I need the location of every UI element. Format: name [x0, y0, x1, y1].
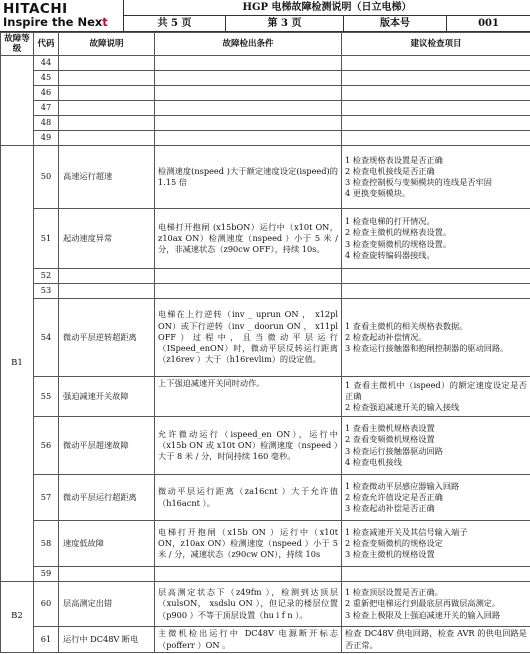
- fault-table: [0, 32, 530, 653]
- empty-cell: [59, 284, 155, 299]
- empty-cell: [155, 284, 342, 299]
- table-row: [1, 56, 530, 71]
- fault-condition: 上下强迫减速开关同时动作。: [155, 377, 342, 417]
- empty-cell: [342, 86, 530, 101]
- empty-cell: [155, 86, 342, 101]
- fault-level-b2: B2: [1, 582, 34, 653]
- advice-line: 2 检查起动补偿情况。: [345, 331, 427, 342]
- empty-cell: [155, 71, 342, 86]
- fault-advice: [342, 582, 530, 627]
- advice-line: 检查 DC48V 供电回路，检查 AVR 的供电回路是否正常。: [345, 628, 527, 650]
- logo-tagline: Inspire the Next: [3, 15, 108, 29]
- fault-code: 49: [34, 131, 59, 146]
- fault-condition: 允许微动运行（ispeed_en ON），运行中（x15b ON 或 x10t ON）检测速度（nspeed ）大于 8 米 / 分，时间持续 160 毫秒。: [155, 417, 342, 475]
- table-row: [1, 269, 530, 284]
- advice-line: 2 检查允许值设定是否正确: [345, 491, 443, 502]
- fault-condition: 电梯在上行逆转（inv _ uprun ON ， x12pl ON）或下行逆转（inv _ doorun ON ， x11pl OFF）过程中，且当微动平层运行（ISpeed_enON）时，微动平层反转运行距离（z16rev ）大于（h16revlim）的设定值。: [155, 299, 342, 377]
- fault-name: 运行中 DC48V 断电: [59, 627, 155, 653]
- table-row: [1, 146, 530, 209]
- table-row: [1, 131, 530, 146]
- fault-advice: [342, 417, 530, 475]
- empty-cell: [59, 269, 155, 284]
- fault-condition: 电梯打开抱闸 (x15bON）运行中（x10t ON，z10ax ON）检测速度（nspeed ）小于 5 米 / 分，非减速状态（z90cw OFF），持续 10s。: [155, 209, 342, 269]
- fault-name: 微动平层运行超距离: [59, 475, 155, 521]
- empty-cell: [342, 269, 530, 284]
- table-row: [1, 86, 530, 101]
- level-cell-empty: [1, 56, 34, 146]
- advice-line: 3 检查上极限及上强迫减速开关的输入回路: [345, 609, 501, 620]
- fault-code: 60: [34, 582, 59, 627]
- empty-cell: [155, 269, 342, 284]
- fault-condition: 微动平层运行距离（za16cnt ）大于允许值（h16acnt ）。: [155, 475, 342, 521]
- advice-line: 2 检查变频微机的规格设定: [345, 537, 443, 548]
- advice-line: 1 检查规格表设置是否正确: [345, 154, 443, 165]
- fault-condition: 检测速度(nspeed )大于额定速度设定(ispeed)的 1.15 倍: [155, 146, 342, 209]
- advice-line: 3 检查变频微机的规格设置。: [345, 238, 452, 249]
- fault-code: 55: [34, 377, 59, 417]
- advice-line: 3 检查运行接触器驱动回路: [345, 445, 443, 456]
- table-row: [1, 627, 530, 653]
- fault-name: 起动速度异常: [59, 209, 155, 269]
- column-header-level: 故障等级: [1, 33, 34, 56]
- version-label: 版本号: [343, 16, 446, 32]
- table-row: [1, 521, 530, 567]
- table-row: [1, 299, 530, 377]
- fault-code: 44: [34, 56, 59, 71]
- fault-code: 58: [34, 521, 59, 567]
- empty-cell: [155, 101, 342, 116]
- table-row: [1, 377, 530, 417]
- empty-cell: [59, 567, 155, 582]
- advice-line: 1 查看主微机规格表设置: [345, 423, 435, 434]
- fault-code: 52: [34, 269, 59, 284]
- total-pages: 共 5 页: [123, 16, 225, 32]
- fault-code: 54: [34, 299, 59, 377]
- table-row: [1, 209, 530, 269]
- empty-cell: [155, 567, 342, 582]
- advice-line: 3 检查主微机的规格设置: [345, 549, 435, 560]
- advice-line: 1 查看主微机的相关规格表数据。: [345, 320, 468, 331]
- advice-line: 2 查看变频微机规格设置: [345, 434, 435, 445]
- fault-advice: [342, 475, 530, 521]
- empty-cell: [155, 131, 342, 146]
- empty-cell: [342, 131, 530, 146]
- empty-cell: [59, 116, 155, 131]
- fault-name: 高速运行超速: [59, 146, 155, 209]
- version-value: 001: [446, 16, 530, 32]
- fault-code: 50: [34, 146, 59, 209]
- fault-advice: [342, 146, 530, 209]
- empty-cell: [342, 56, 530, 71]
- fault-name: 微动平层逆转超距离: [59, 299, 155, 377]
- table-row: [1, 101, 530, 116]
- advice-line: 3 检查控制板与变频模块的连线是否牢固: [345, 177, 492, 187]
- fault-condition: 电梯打开抱闸（x15b ON ）运行中（x10t ON，z10ax ON）检测速度（nspeed ）小于 5 米 / 分，减速状态（z90cw ON），持续 10s: [155, 521, 342, 567]
- logo-name: HITACHI: [3, 1, 68, 17]
- table-row: [1, 567, 530, 582]
- table-header-row: [1, 33, 530, 56]
- empty-cell: [342, 284, 530, 299]
- fault-level-b1: B1: [1, 146, 34, 582]
- advice-line: 2 检查强迫减速开关的输入接线: [345, 402, 460, 413]
- fault-name: 微动平层超速故障: [59, 417, 155, 475]
- empty-cell: [342, 71, 530, 86]
- fault-code: 48: [34, 116, 59, 131]
- empty-cell: [59, 86, 155, 101]
- advice-line: 1 检查电梯的打开情况。: [345, 216, 435, 227]
- table-row: [1, 116, 530, 131]
- advice-line: 4 更换变频模块。: [345, 188, 411, 199]
- table-row: [1, 284, 530, 299]
- column-header-condition: 故障检出条件: [155, 33, 342, 56]
- empty-cell: [59, 56, 155, 71]
- fault-code: 61: [34, 627, 59, 653]
- empty-cell: [155, 56, 342, 71]
- fault-advice: [342, 521, 530, 567]
- table-row: [1, 417, 530, 475]
- empty-cell: [155, 116, 342, 131]
- advice-line: 2 检查电机接线是否正确: [345, 165, 435, 176]
- empty-cell: [342, 116, 530, 131]
- fault-code: 59: [34, 567, 59, 582]
- fault-name: 层高测定出错: [59, 582, 155, 627]
- fault-code: 51: [34, 209, 59, 269]
- empty-cell: [59, 101, 155, 116]
- advice-line: 3 检查运行接触器和抱闸控制器的驱动回路。: [345, 343, 509, 354]
- fault-condition: 主微机检出运行中 DC48V 电源断开标志（pofferr ）ON 。: [155, 627, 342, 653]
- fault-advice: [342, 299, 530, 377]
- empty-cell: [59, 71, 155, 86]
- advice-line: 4 检查旋转编码器接线。: [345, 249, 435, 260]
- column-header-advice: 建议检查项目: [342, 33, 530, 56]
- empty-cell: [342, 101, 530, 116]
- column-header-code: 代码: [34, 33, 59, 56]
- hitachi-logo: [3, 2, 123, 30]
- document-header: [0, 0, 530, 32]
- table-row: [1, 475, 530, 521]
- fault-code: 57: [34, 475, 59, 521]
- advice-line: 1 检查减速开关及其信号输入端子: [345, 526, 468, 537]
- empty-cell: [59, 131, 155, 146]
- advice-line: 4 检查电机接线: [345, 456, 402, 467]
- advice-line: 3 检查起动补偿是否正确: [345, 503, 435, 514]
- fault-name: 速度低故障: [59, 521, 155, 567]
- advice-line: 2 重新把电梯运行到最底层再做层高测定。: [345, 598, 501, 609]
- fault-code: 46: [34, 86, 59, 101]
- advice-line: 1 检查顶层设置是否正确。: [345, 587, 443, 598]
- fault-advice: [342, 627, 530, 653]
- fault-advice: [342, 209, 530, 269]
- document-title: HGP 电梯故障检测说明（日立电梯）: [123, 0, 530, 16]
- fault-code: 47: [34, 101, 59, 116]
- fault-condition: 层高测定状态下（z49fm ），检测到达顶层（xulsON， xsdslu ON ），但记录的楼层位置（p900 ）不等于顶层设置（hu i f n ）。: [155, 582, 342, 627]
- table-row: [1, 71, 530, 86]
- fault-advice: [342, 377, 530, 417]
- empty-cell: [342, 567, 530, 582]
- fault-code: 45: [34, 71, 59, 86]
- advice-line: 2 检查主微机的规格表设置。: [345, 227, 452, 238]
- fault-code: 53: [34, 284, 59, 299]
- advice-line: 1 查看主微机中（ispeed）的额定速度设定是否正确: [345, 379, 527, 401]
- fault-name: 强迫减速开关故障: [59, 377, 155, 417]
- current-page: 第 3 页: [225, 16, 343, 32]
- column-header-name: 故障说明: [59, 33, 155, 56]
- table-row: [1, 582, 530, 627]
- advice-line: 1 检查微动平层感应器输入回路: [345, 480, 460, 491]
- fault-code: 56: [34, 417, 59, 475]
